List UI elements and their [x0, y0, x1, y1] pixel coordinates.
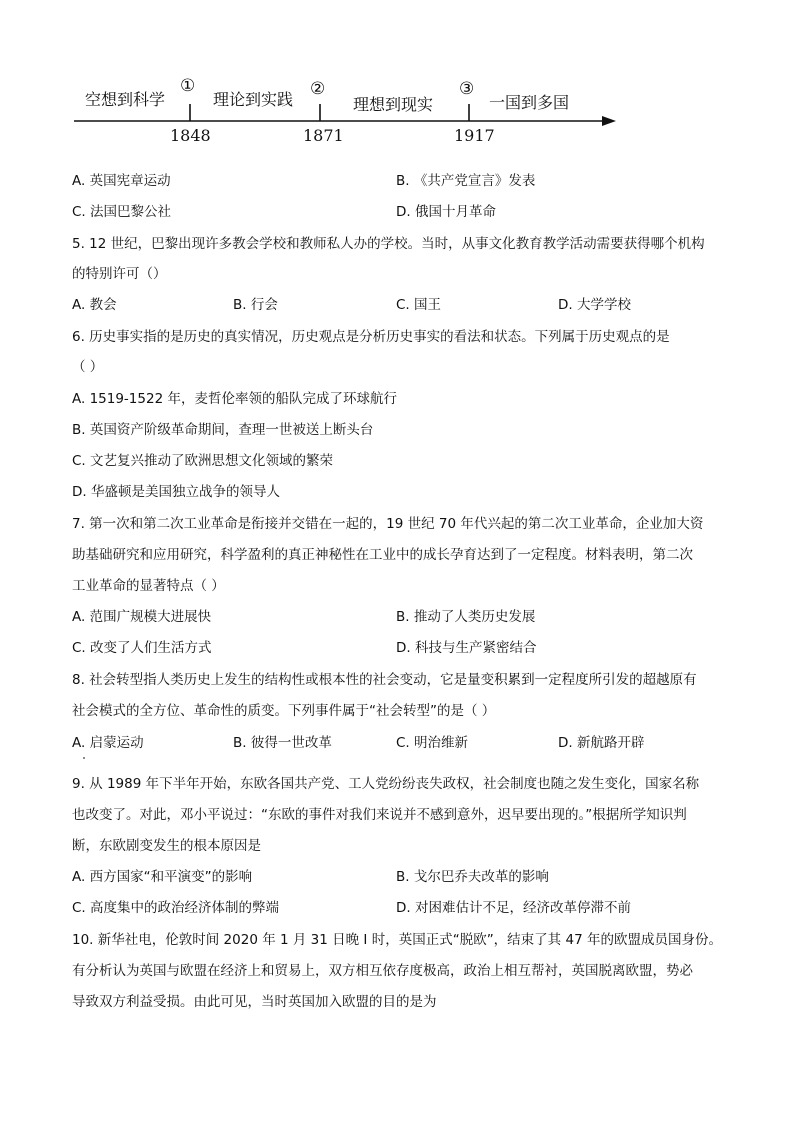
q4-option-c[interactable]: C. 法国巴黎公社 [72, 204, 172, 220]
q9-option-a[interactable]: A. 西方国家“和平演变”的影响 [72, 869, 253, 885]
q4-option-b[interactable]: B. 《共产党宣言》发表 [396, 173, 536, 189]
timeline-segment-1: 空想到科学 [85, 90, 166, 109]
q10-stem-line-1: 10. 新华社电，伦敦时间 2020 年 1 月 31 日晚 I 时，英国正式“脱欧”，结束了其 47 年的欧盟成员国身份。 [72, 932, 722, 948]
q6-option-b[interactable]: B. 英国资产阶级革命期间，查理一世被送上断头台 [72, 422, 374, 438]
q6-stem-line-1: 6. 历史事实指的是历史的真实情况，历史观点是分析历史事实的看法和状态。下列属于历史观点的是 [72, 329, 670, 345]
q5-option-b[interactable]: B. 行会 [233, 297, 278, 313]
q10-stem-line-3: 导致双方利益受损。由此可见，当时英国加入欧盟的目的是为 [72, 994, 437, 1010]
q10-stem-line-2: 有分析认为英国与欧盟在经济上和贸易上，双方相互依存度极高，政治上相互帮衬，英国脱离欧盟，势必 [72, 963, 693, 979]
timeline-year-1871: 1871 [303, 126, 344, 145]
stray-dot [83, 757, 85, 759]
q8-option-d[interactable]: D. 新航路开辟 [558, 735, 645, 751]
timeline-marker-3: ③ [459, 79, 475, 99]
socialism-development-timeline [70, 72, 630, 152]
q8-option-c[interactable]: C. 明治维新 [396, 735, 469, 751]
q8-option-a[interactable]: A. 启蒙运动 [72, 735, 144, 751]
q7-option-a[interactable]: A. 范围广规模大进展快 [72, 609, 212, 625]
q9-option-b[interactable]: B. 戈尔巴乔夫改革的影响 [396, 869, 549, 885]
timeline-marker-1: ① [180, 76, 196, 96]
q8-stem-line-1: 8. 社会转型指人类历史上发生的结构性或根本性的社会变动，它是量变积累到一定程度所引发的超越原有 [72, 672, 697, 688]
q9-option-d[interactable]: D. 对困难估计不足，经济改革停滞不前 [396, 900, 631, 916]
q6-stem-line-2: （ ） [72, 359, 104, 375]
timeline-year-1848: 1848 [170, 126, 211, 145]
q7-stem-line-1: 7. 第一次和第二次工业革命是衔接并交错在一起的，19 世纪 70 年代兴起的第二次工业革命，企业加大资 [72, 516, 704, 532]
q5-stem-line-1: 5. 12 世纪，巴黎出现许多教会学校和教师私人办的学校。当时，从事文化教育教学活动需要获得哪个机构 [72, 236, 705, 252]
q4-option-a[interactable]: A. 英国宪章运动 [72, 173, 171, 189]
q9-stem-line-3: 断，东欧剧变发生的根本原因是 [72, 838, 261, 854]
q5-stem-line-2: 的特别许可（） [72, 266, 167, 282]
q7-option-c[interactable]: C. 改变了人们生活方式 [72, 640, 212, 656]
q4-option-d[interactable]: D. 俄国十月革命 [396, 204, 496, 220]
q9-stem-line-1: 9. 从 1989 年下半年开始，东欧各国共产党、工人党纷纷丧失政权，社会制度也随之发生变化，国家名称 [72, 776, 700, 792]
q9-stem-line-2: 也改变了。对此，邓小平说过：“东欧的事件对我们来说并不感到意外，迟早要出现的。”根据所学知识判 [72, 807, 687, 823]
timeline-segment-4: 一国到多国 [489, 93, 570, 112]
q7-stem-line-3: 工业革命的显著特点（ ） [72, 578, 225, 594]
q9-option-c[interactable]: C. 高度集中的政治经济体制的弊端 [72, 900, 280, 916]
timeline-marker-2: ② [310, 79, 326, 99]
q8-stem-line-2: 社会模式的全方位、革命性的质变。下列事件属于“社会转型”的是（ ） [72, 703, 496, 719]
q7-option-d[interactable]: D. 科技与生产紧密结合 [396, 640, 537, 656]
q7-stem-line-2: 助基础研究和应用研究，科学盈利的真正神秘性在工业中的成长孕育达到了一定程度。材料表明，第二次 [72, 547, 693, 563]
q8-option-b[interactable]: B. 彼得一世改革 [233, 735, 332, 751]
timeline-year-1917: 1917 [454, 126, 495, 145]
timeline-segment-3: 理想到现实 [353, 95, 434, 114]
q7-option-b[interactable]: B. 推动了人类历史发展 [396, 609, 536, 625]
q5-option-a[interactable]: A. 教会 [72, 297, 117, 313]
timeline-arrowhead [602, 116, 616, 126]
q5-option-c[interactable]: C. 国王 [396, 297, 442, 313]
timeline-segment-2: 理论到实践 [213, 90, 294, 109]
q5-option-d[interactable]: D. 大学学校 [558, 297, 631, 313]
q6-option-d[interactable]: D. 华盛顿是美国独立战争的领导人 [72, 484, 280, 500]
q6-option-c[interactable]: C. 文艺复兴推动了欧洲思想文化领域的繁荣 [72, 453, 334, 469]
q6-option-a[interactable]: A. 1519-1522 年，麦哲伦率领的船队完成了环球航行 [72, 391, 397, 407]
